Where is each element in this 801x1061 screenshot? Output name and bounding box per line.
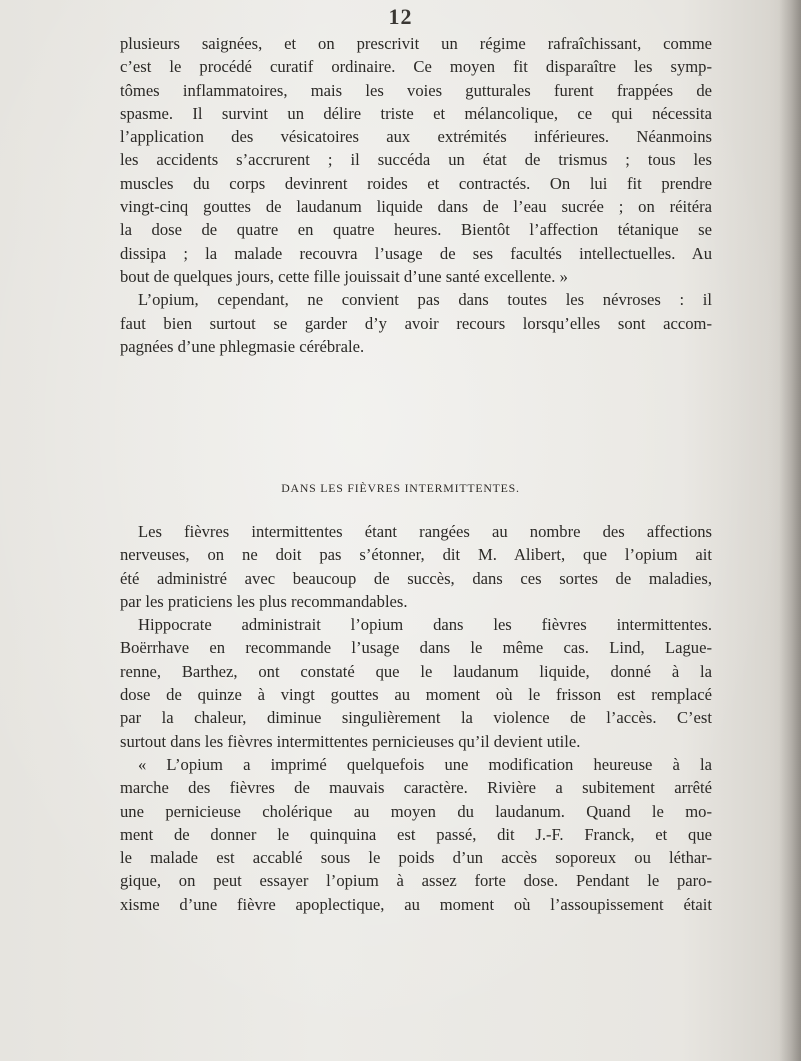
- text-line: muscles du corps devinrent roides et contractés. On lui fit prendre: [120, 173, 712, 193]
- text-line: tômes inflammatoires, mais les voies gutturales furent frappées de: [120, 80, 712, 100]
- page-edge-shadow: [779, 0, 801, 1061]
- text-line: L’opium, cependant, ne convient pas dans toutes les névroses : il: [138, 290, 712, 310]
- body-text-block-1: [120, 32, 712, 358]
- text-line: par la chaleur, diminue singulièrement la violence de l’accès. C’est: [120, 708, 712, 728]
- text-line: les accidents s’accrurent ; il succéda un état de trismus ; tous les: [120, 150, 712, 170]
- text-line: renne, Barthez, ont constaté que le laudanum liquide, donné à la: [120, 661, 712, 681]
- text-line: faut bien surtout se garder d’y avoir recours lorsqu’elles sont accom-: [120, 313, 712, 333]
- section-heading: DANS LES FIÈVRES INTERMITTENTES.: [281, 481, 520, 495]
- text-line: spasme. Il survint un délire triste et mélancolique, ce qui nécessita: [120, 103, 712, 123]
- text-line: plusieurs saignées, et on prescrivit un régime rafraîchissant, comme: [120, 34, 712, 53]
- text-line: bout de quelques jours, cette fille jouissait d’une santé excellente. »: [120, 266, 568, 286]
- text-line: dose de quinze à vingt gouttes au moment où le frisson est remplacé: [120, 685, 712, 705]
- text-line: Hippocrate administrait l’opium dans les fièvres intermittentes.: [138, 615, 712, 635]
- text-line: Les fièvres intermittentes étant rangées au nombre des affections: [138, 522, 712, 541]
- text-line: l’application des vésicatoires aux extrémités inférieures. Néanmoins: [120, 127, 712, 147]
- text-line: la dose de quatre en quatre heures. Bientôt l’affection tétanique se: [120, 220, 712, 240]
- text-line: une pernicieuse cholérique au moyen du laudanum. Quand le mo-: [120, 801, 712, 821]
- text-line: dissipa ; la malade recouvra l’usage de ses facultés intellectuelles. Au: [120, 243, 712, 263]
- page-number: 12: [388, 4, 413, 29]
- text-line: gique, on peut essayer l’opium à assez forte dose. Pendant le paro-: [120, 871, 712, 891]
- text-line: marche des fièvres de mauvais caractère. Rivière a subitement arrêté: [120, 778, 712, 798]
- text-line: c’est le procédé curatif ordinaire. Ce moyen fit disparaître les symp-: [120, 57, 712, 77]
- text-line: pagnées d’une phlegmasie cérébrale.: [120, 336, 365, 356]
- text-line: « L’opium a imprimé quelquefois une modification heureuse à la: [138, 754, 712, 774]
- text-line: xisme d’une fièvre apoplectique, au moment où l’assoupissement était: [120, 894, 712, 914]
- body-text-block-2: [120, 520, 712, 916]
- text-line: ment de donner le quinquina est passé, dit J.-F. Franck, et que: [120, 824, 712, 844]
- text-line: été administré avec beaucoup de succès, dans ces sortes de maladies,: [120, 568, 712, 588]
- text-line: surtout dans les fièvres intermittentes pernicieuses qu’il devient utile.: [120, 731, 581, 751]
- text-line: nerveuses, on ne doit pas s’étonner, dit M. Alibert, que l’opium ait: [120, 545, 712, 565]
- text-line: le malade est accablé sous le poids d’un accès soporeux ou léthar-: [120, 848, 712, 868]
- text-line: par les praticiens les plus recommandables.: [120, 591, 408, 611]
- text-line: Boërrhave en recommande l’usage dans le même cas. Lind, Lague-: [120, 638, 712, 658]
- text-line: vingt-cinq gouttes de laudanum liquide dans de l’eau sucrée ; on réitéra: [120, 197, 712, 217]
